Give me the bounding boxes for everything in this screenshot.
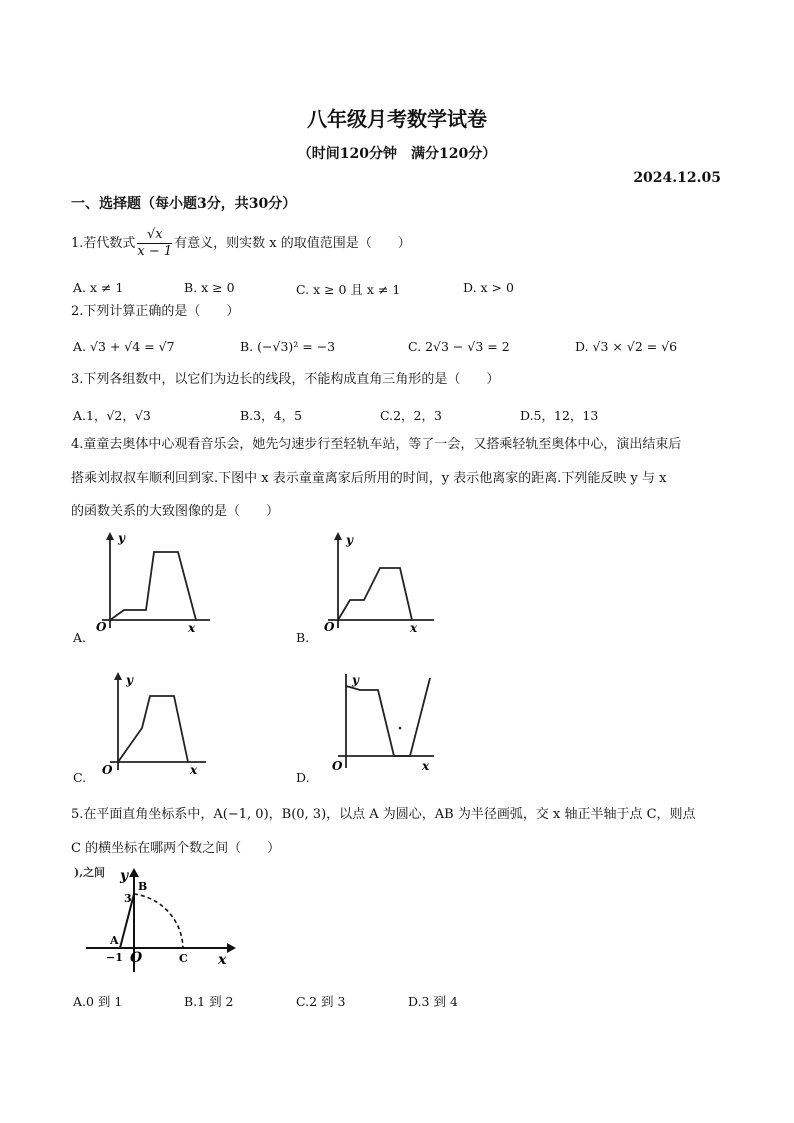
question-5-line-2: C 的横坐标在哪两个数之间（ ） <box>71 841 281 856</box>
q5-x-arrow <box>227 943 236 953</box>
q2-option-a: A. √3 + √4 = √7 <box>73 339 175 354</box>
graph-c-label: C. <box>73 770 87 785</box>
graph-d-curve <box>346 678 430 756</box>
graph-a <box>88 530 218 635</box>
question-4-line-1: 4.童童去奥体中心观看音乐会，她先匀速步行至轻轨车站，等了一会，又搭乘轻轨至奥体中心，演出结束后 <box>71 437 682 452</box>
q5-figure <box>72 864 237 979</box>
question-1-prefix: 1.若代数式 <box>71 236 136 251</box>
q2-option-c: C. 2√3 − √3 = 2 <box>408 339 510 354</box>
question-3: 3.下列各组数中，以它们为边长的线段，不能构成直角三角形的是（ ） <box>71 372 500 387</box>
q5-y-arrow <box>129 868 139 877</box>
graph-d-x-label: x <box>422 759 430 773</box>
question-4-line-2: 搭乘刘叔叔车顺利回到家.下图中 x 表示童童离家后所用的时间，y 表示他离家的距离.下列能反映 y 与 x <box>71 471 667 486</box>
graph-d-label: D. <box>296 770 310 785</box>
q1-option-c: C. x ≥ 0 且 x ≠ 1 <box>296 282 401 297</box>
q3-option-b: B.3，4，5 <box>240 408 303 423</box>
graph-d-origin: O <box>332 759 343 773</box>
q1-option-d: D. x > 0 <box>463 280 514 295</box>
fraction-numerator: √x <box>137 227 172 244</box>
graph-b-y-arrow <box>334 532 342 540</box>
q5-figure-corner-text: ),之间 <box>74 866 106 879</box>
q5-dashed-arc <box>134 894 183 948</box>
q1-option-a: A. x ≠ 1 <box>73 280 124 295</box>
q3-option-a: A.1，√2，√3 <box>73 408 151 423</box>
q5-origin: O <box>130 950 143 966</box>
q5-option-a: A.0 到 1 <box>73 994 123 1009</box>
question-1 <box>71 227 411 260</box>
q3-option-d: D.5，12，13 <box>520 408 599 423</box>
graph-b-x-label: x <box>410 621 418 635</box>
graph-c-curve <box>118 696 188 762</box>
q5-tick-three: 3 <box>124 892 132 905</box>
section-heading: 一、选择题（每小题3分，共30分） <box>71 196 297 212</box>
graph-c-y-label: y <box>126 673 133 687</box>
question-1-fraction <box>137 227 172 260</box>
graph-d-y-label: y <box>352 673 359 687</box>
exam-subtitle: （时间120分钟 满分120分） <box>297 146 497 162</box>
question-5-line-1: 5.在平面直角坐标系中，A(−1, 0)，B(0, 3)，以点 A 为圆心，AB 为半径画弧，交 x 轴正半轴于点 C，则点 <box>71 807 696 822</box>
q5-option-b: B.1 到 2 <box>184 994 234 1009</box>
q5-y-label: y <box>120 868 129 884</box>
exam-date: 2024.12.05 <box>633 170 721 186</box>
graph-d-dot <box>399 727 402 730</box>
graph-a-y-label: y <box>118 531 125 545</box>
graph-c-x-label: x <box>190 763 198 775</box>
q5-option-c: C.2 到 3 <box>296 994 346 1009</box>
exam-title: 八年级月考数学试卷 <box>307 107 487 131</box>
graph-a-x-label: x <box>188 621 196 635</box>
q5-option-d: D.3 到 4 <box>408 994 458 1009</box>
graph-b-curve <box>338 568 412 620</box>
q5-point-c: C <box>179 952 188 965</box>
graph-b-origin: O <box>324 620 335 634</box>
q2-option-d: D. √3 × √2 = √6 <box>575 339 678 354</box>
graph-d <box>318 668 448 776</box>
graph-b-label: B. <box>296 630 310 645</box>
graph-c <box>88 670 218 775</box>
question-2: 2.下列计算正确的是（ ） <box>71 304 240 319</box>
graph-a-curve <box>110 552 196 620</box>
graph-a-y-arrow <box>106 532 114 540</box>
question-4-line-3: 的函数关系的大致图像的是（ ） <box>71 504 280 519</box>
q5-point-a: A <box>110 934 119 947</box>
graph-b-y-label: y <box>346 533 353 547</box>
graph-a-label: A. <box>73 630 87 645</box>
fraction-denominator: x − 1 <box>137 244 173 259</box>
q5-tick-minus-one: −1 <box>106 951 123 964</box>
graph-c-origin: O <box>102 763 113 775</box>
question-1-suffix: 有意义，则实数 x 的取值范围是（ ） <box>174 236 411 251</box>
q5-point-b: B <box>138 880 148 893</box>
q1-option-b: B. x ≥ 0 <box>184 280 235 295</box>
graph-b <box>310 530 440 635</box>
q2-option-b: B. (−√3)² = −3 <box>240 339 336 354</box>
graph-a-origin: O <box>96 620 107 634</box>
q5-x-label: x <box>218 952 227 968</box>
q3-option-c: C.2，2，3 <box>380 408 442 423</box>
graph-c-y-arrow <box>114 672 122 680</box>
